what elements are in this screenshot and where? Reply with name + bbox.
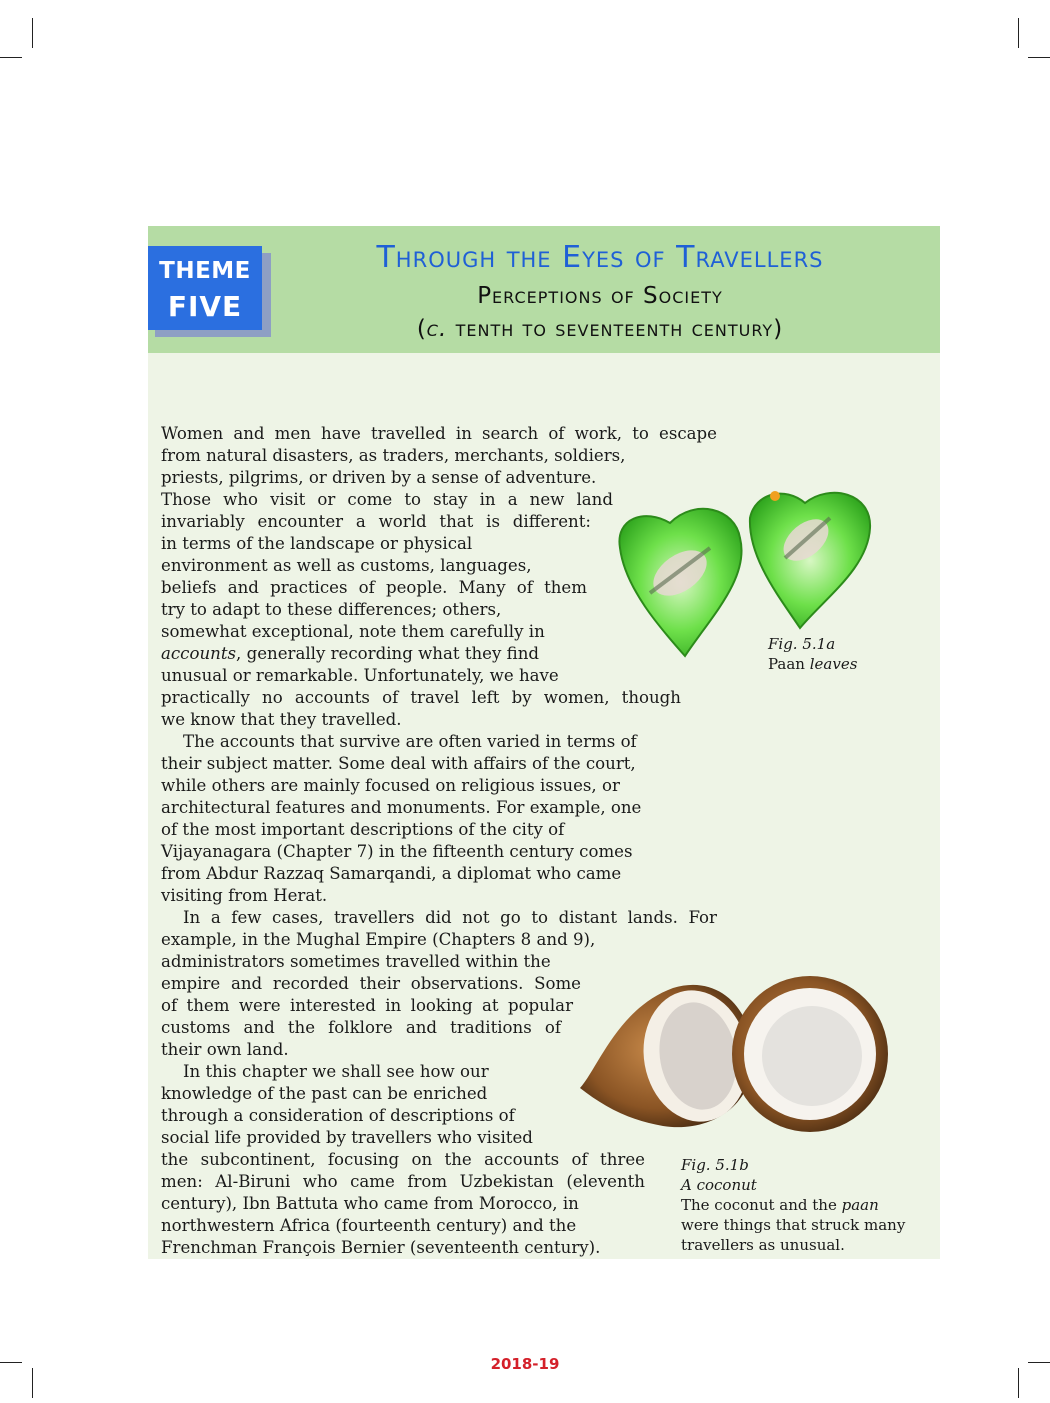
body-line: from Abdur Razzaq Samarqandi, a diplomat who came [161, 864, 622, 883]
body-line: visiting from Herat. [161, 886, 328, 905]
body-line: from natural disasters, as traders, merchants, soldiers, [161, 446, 626, 465]
body-line: The accounts that survive are often varied in terms of [183, 732, 637, 751]
fig-5-1a-text-italic: leaves [809, 655, 858, 673]
body-line: knowledge of the past can be enriched [161, 1084, 488, 1103]
body-line: architectural features and monuments. For example, one [161, 798, 642, 817]
body-line: Vijayanagara (Chapter 7) in the fifteenth century comes [161, 842, 633, 861]
body-line: Frenchman François Bernier (seventeenth century). [161, 1238, 601, 1257]
body-line: through a consideration of descriptions of [161, 1106, 515, 1125]
theme-box [148, 246, 262, 330]
emphasis-accounts: accounts [161, 644, 237, 663]
body-line: empire and recorded their observations. Some [161, 974, 581, 993]
body-line: try to adapt to these differences; others, [161, 600, 502, 619]
coconut-image [578, 968, 890, 1136]
fig-5-1a-caption [768, 634, 857, 674]
body-line: customs and the folklore and traditions of [161, 1018, 561, 1037]
body-line: of them were interested in looking at popular [161, 996, 573, 1015]
body-line: somewhat exceptional, note them carefully in [161, 622, 545, 641]
theme-number: FIVE [167, 290, 243, 323]
theme-label: THEME [159, 258, 251, 284]
period-open: ( [416, 316, 427, 342]
chapter-subtitle: Perceptions of Society [477, 283, 723, 309]
body-line: invariably encounter a world that is different: [161, 512, 591, 531]
fig-5-1b-label: Fig. 5.1b [681, 1156, 749, 1174]
body-line: accounts, generally recording what they find [161, 644, 540, 663]
body-line: we know that they travelled. [161, 710, 402, 729]
body-line: In this chapter we shall see how our [183, 1062, 489, 1081]
body-line: Those who visit or come to stay in a new land [161, 490, 613, 509]
chapter-title: Through the Eyes of Travellers [376, 240, 824, 275]
paan-leaves-image [610, 478, 882, 658]
body-line: Women and men have travelled in search of work, to escape [161, 424, 717, 443]
body-line: beliefs and practices of people. Many of them [161, 578, 587, 597]
body-line: priests, pilgrims, or driven by a sense of adventure. [161, 468, 597, 487]
body-line: environment as well as customs, languages, [161, 556, 532, 575]
crop-mark [1018, 18, 1019, 48]
body-line: the subcontinent, focusing on the accounts of three [161, 1150, 645, 1169]
page-footer-year: 2018-19 [490, 1355, 560, 1373]
fig-5-1a-text: Paan [768, 655, 810, 673]
body-line: In a few cases, travellers did not go to distant lands. For [183, 908, 717, 927]
fig-5-1b-note-italic: paan [841, 1196, 879, 1214]
body-line: administrators sometimes travelled within the [161, 952, 551, 971]
body-line: of the most important descriptions of the city of [161, 820, 565, 839]
fig-5-1b-note-line3: travellers as unusual. [681, 1236, 845, 1254]
body-line: social life provided by travellers who visited [161, 1128, 533, 1147]
fig-5-1b-note-line2: were things that struck many [681, 1216, 906, 1234]
fig-5-1b-caption [681, 1155, 905, 1255]
crop-mark [32, 18, 33, 48]
fig-5-1a-label: Fig. 5.1a [768, 635, 836, 653]
body-line: northwestern Africa (fourteenth century) and the [161, 1216, 577, 1235]
period-circa: c. [426, 316, 448, 342]
body-line: their own land. [161, 1040, 289, 1059]
body-line: while others are mainly focused on religious issues, or [161, 776, 620, 795]
crop-mark [0, 57, 22, 58]
fig-5-1b-note-pre: The coconut and the [681, 1196, 842, 1214]
crop-mark [1028, 57, 1050, 58]
body-line: practically no accounts of travel left by women, though [161, 688, 681, 707]
period-rest: tenth to seventeenth century) [447, 316, 784, 342]
body-line: unusual or remarkable. Unfortunately, we have [161, 666, 559, 685]
body-line: their subject matter. Some deal with affairs of the court, [161, 754, 636, 773]
fig-5-1b-title: A coconut [681, 1176, 757, 1194]
body-line: century), Ibn Battuta who came from Morocco, in [161, 1194, 579, 1213]
body-line: example, in the Mughal Empire (Chapters 8 and 9), [161, 930, 596, 949]
body-line: men: Al-Biruni who came from Uzbekistan (eleventh [161, 1172, 645, 1191]
chapter-period [290, 316, 910, 342]
body-line: in terms of the landscape or physical [161, 534, 473, 553]
